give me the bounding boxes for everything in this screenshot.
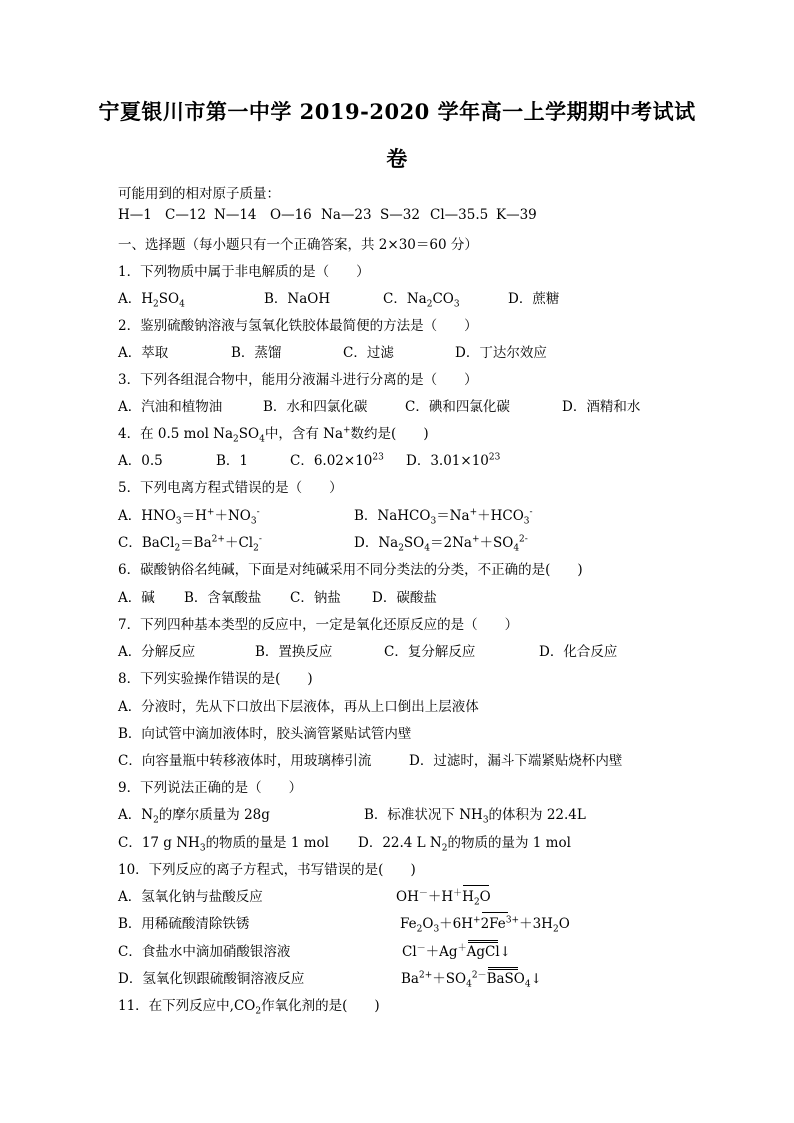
option-a: A．汽油和植物油	[118, 399, 223, 415]
option-c: C．$Na_2CO_3$	[383, 291, 460, 310]
option-a-label: A．氢氧化钠与盐酸反应	[118, 889, 263, 905]
option-d-equation: $Ba^{2+}+SO_4^{2-}$ BaSO$_4$↓	[401, 967, 542, 987]
option-d: D．过滤时，漏斗下端紧贴烧杯内壁	[409, 753, 623, 769]
option-b: B．水和四氯化碳	[263, 399, 368, 415]
atomic-mass-item: S—32	[380, 207, 420, 223]
option-b-label: B．用稀硫酸清除铁锈	[118, 916, 250, 932]
question-3: 3．下列各组混合物中，能用分液漏斗进行分离的是（ ）	[118, 372, 478, 388]
option-b: B．1	[216, 453, 249, 469]
option-b: B．置换反应	[255, 644, 333, 660]
option-d: D．蔗糖	[508, 291, 560, 307]
option-b-equation: $Fe_2O_3+6H^+$ $2Fe^{3+}+3H_2O$	[400, 912, 570, 932]
option-a: A．$H_2SO_4$	[118, 291, 185, 310]
reaction-arrow	[488, 967, 518, 970]
question-2: 2．鉴别硫酸钠溶液与氢氧化铁胶体最简便的方法是（ ）	[118, 318, 478, 334]
option-c: C．过滤	[343, 345, 394, 361]
option-b: B．含氧酸盐	[184, 590, 262, 606]
option-a: A．萃取	[118, 345, 169, 361]
option-b: B．向试管中滴加液体时，胶头滴管紧贴试管内壁	[118, 726, 412, 742]
question-6: 6．碳酸钠俗名纯碱，下面是对纯碱采用不同分类法的分类，不正确的是( )	[118, 562, 583, 578]
option-b: B．NaOH	[264, 291, 331, 307]
option-d-label: D．氢氧化钡跟硫酸铜溶液反应	[118, 971, 305, 987]
option-c: C．复分解反应	[384, 644, 476, 660]
option-c: C．17 g $NH_3$的物质的量是 1 mol	[118, 835, 329, 854]
option-a: A．$N_2$的摩尔质量为 28g	[118, 807, 270, 826]
option-c-equation: Cl－＋Ag＋ AgCl↓	[402, 940, 511, 960]
option-d: D．$3.01\times 10^{23}$	[406, 452, 501, 469]
atomic-mass-item: H—1	[118, 207, 152, 223]
option-c: C．$BaCl_2=Ba^{2+}+Cl_2^-$	[118, 534, 262, 554]
reaction-arrow	[468, 940, 498, 943]
option-a: A．$HNO_3=H^++NO_3^-$	[118, 507, 260, 527]
question-9: 9．下列说法正确的是（ ）	[118, 780, 303, 796]
option-c: C．向容量瓶中转移液体时，用玻璃棒引流	[118, 753, 372, 769]
option-c: C．钠盐	[290, 590, 341, 606]
section-heading: 一、选择题（每小题只有一个正确答案，共 2×30＝60 分）	[118, 237, 478, 253]
exam-title: 宁夏银川市第一中学 2019-2020 学年高一上学期期中考试试	[98, 99, 696, 124]
atomic-mass-item: C—12	[165, 207, 207, 223]
option-a: A．分解反应	[118, 644, 196, 660]
option-c: C．碘和四氯化碳	[405, 399, 510, 415]
option-a: A．分液时，先从下口放出下层液体，再从上口倒出上层液体	[118, 699, 479, 715]
option-d: D．22.4 L $N_2$的物质的量为 1 mol	[358, 835, 571, 854]
option-d: D．$Na_2SO_4=2Na^++SO_4^{2-}$	[354, 534, 528, 554]
question-4: 4．在 0.5 mol $Na_2SO_4$中，含有 Na+数约是( )	[118, 425, 429, 445]
option-a-equation: OH－＋H＋ $H_2O$	[396, 885, 491, 905]
atomic-mass-item: Cl—35.5	[430, 207, 489, 223]
atomic-mass-item: Na—23	[321, 207, 372, 223]
atomic-mass-item: N—14	[214, 207, 257, 223]
option-d: D．化合反应	[539, 644, 618, 660]
option-a: A．碱	[118, 590, 155, 606]
option-d: D．酒精和水	[562, 399, 641, 415]
option-d: D．丁达尔效应	[455, 345, 547, 361]
reaction-arrow	[482, 912, 508, 913]
option-d: D．碳酸盐	[372, 590, 437, 606]
question-1: 1．下列物质中属于非电解质的是（ ）	[118, 264, 370, 280]
option-c-label: C．食盐水中滴加硝酸银溶液	[118, 944, 291, 960]
option-c: C．$6.02\times 10^{23}$	[290, 452, 384, 469]
reaction-arrow	[463, 885, 489, 886]
question-11: 11．在下列反应中$,CO_2$作氧化剂的是( )	[118, 998, 380, 1017]
question-5: 5．下列电离方程式错误的是（ ）	[118, 480, 343, 496]
atomic-mass-label: 可能用到的相对原子质量：	[118, 186, 280, 202]
option-b: B．$NaHCO_3=Na^++HCO_3^-$	[354, 507, 533, 527]
atomic-mass-item: K—39	[496, 207, 537, 223]
option-a: A．0.5	[118, 453, 163, 469]
option-b: B．蒸馏	[231, 345, 282, 361]
question-8: 8．下列实验操作错误的是( )	[118, 671, 313, 687]
question-7: 7．下列四种基本类型的反应中，一定是氧化还原反应的是（ ）	[118, 617, 519, 633]
question-10: 10．下列反应的离子方程式，书写错误的是( )	[118, 862, 416, 878]
option-b: B．标准状况下 $NH_3$的体积为 22.4L	[364, 807, 586, 826]
exam-title-continued: 卷	[386, 146, 408, 171]
atomic-mass-item: O—16	[270, 207, 312, 223]
